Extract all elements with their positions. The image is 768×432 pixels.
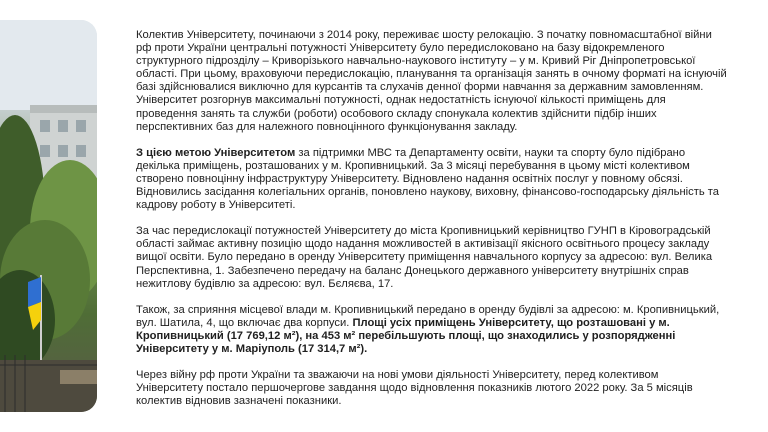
paragraph-police-support: За час передислокації потужностей Університету до міста Кропивницький керівництво ГУНП в Кіровоградській області займає активну позицію щодо надання можливостей в активізації якісного освітнього процесу закладу вищої освіти. Було передано в оренду Університету приміщення навчального корпусу за адресою: вул. Велика Перспективна, 1. Забезпечено передачу на баланс Донецького державного університету внутрішніх справ нежитлову будівлю за адресою: вул. Бєляєва, 17. [136, 225, 713, 290]
paragraph-area-comparison-body: Також, за сприяння місцевої влади м. Кропивницький передано в оренду будівлі за адресою: м. Кропивницький, вул. Шатила, 4, що включає два корпуси. [136, 303, 720, 329]
paragraph-new-premises-body: за підтримки МВС та Департаменту освіти, науки та спорту було підібрано декілька приміщень, розташованих у м. Кропивницький. За 3 місяці перебування в цьому місті колективом створено повноцінну інфраструктуру Університету. Відновлено надання освітніх послуг у повному обсязі. Відновились засідання колегіальних органів, поновлено наукову, виховну, фінансово-господарську діяльність та кадрову роботу в Університеті. [136, 146, 719, 212]
paragraph-area-comparison-highlight: Площі усіх приміщень Університету, що розташовані у м. Кропивницький (17 769,12 м²), на 453 м² перебільшують площі, що знаходились у розпорядженні Університету у м. Маріуполь (17 314,7 м²). [136, 316, 676, 355]
paragraph-recovery: Через війну рф проти України та зважаючи на нові умови діяльності Університету, перед колективом Університету постало першочергове завдання щодо відновлення показників лютого 2022 року. За 5 місяців колектив відновив зазначені показники. [136, 369, 693, 408]
campus-photo-illustration [0, 20, 97, 412]
main-text [136, 29, 728, 421]
paragraph-relocation: Колектив Університету, починаючи з 2014 року, переживає шосту релокацію. З початку повномасштабної війни рф проти України центральні потужності Університету було передислоковано на базу відокремленого структурного підрозділу – Криворізького навчально-наукового інституту – у м. Кривий Ріг Дніпропетровської області. При цьому, враховуючи передислокацію, планування та організація занять в очному форматі на існуючій базі здійснювалися виключно для курсантів та слухачів денної форми навчання за державним замовленням. Університет розгорнув максимальні потужності, однак недостатність існуючої кількості приміщень для проведення занять та служби (роботи) особового складу спонукала колектив здійснити підбір інших перспективних баз для належного повноцінного функціонування закладу. [136, 29, 727, 133]
paragraph-area-comparison [136, 304, 728, 356]
paragraph-new-premises-lead: З цією метою Університетом [136, 146, 296, 159]
paragraph-new-premises [136, 147, 728, 212]
campus-photo [0, 20, 97, 412]
